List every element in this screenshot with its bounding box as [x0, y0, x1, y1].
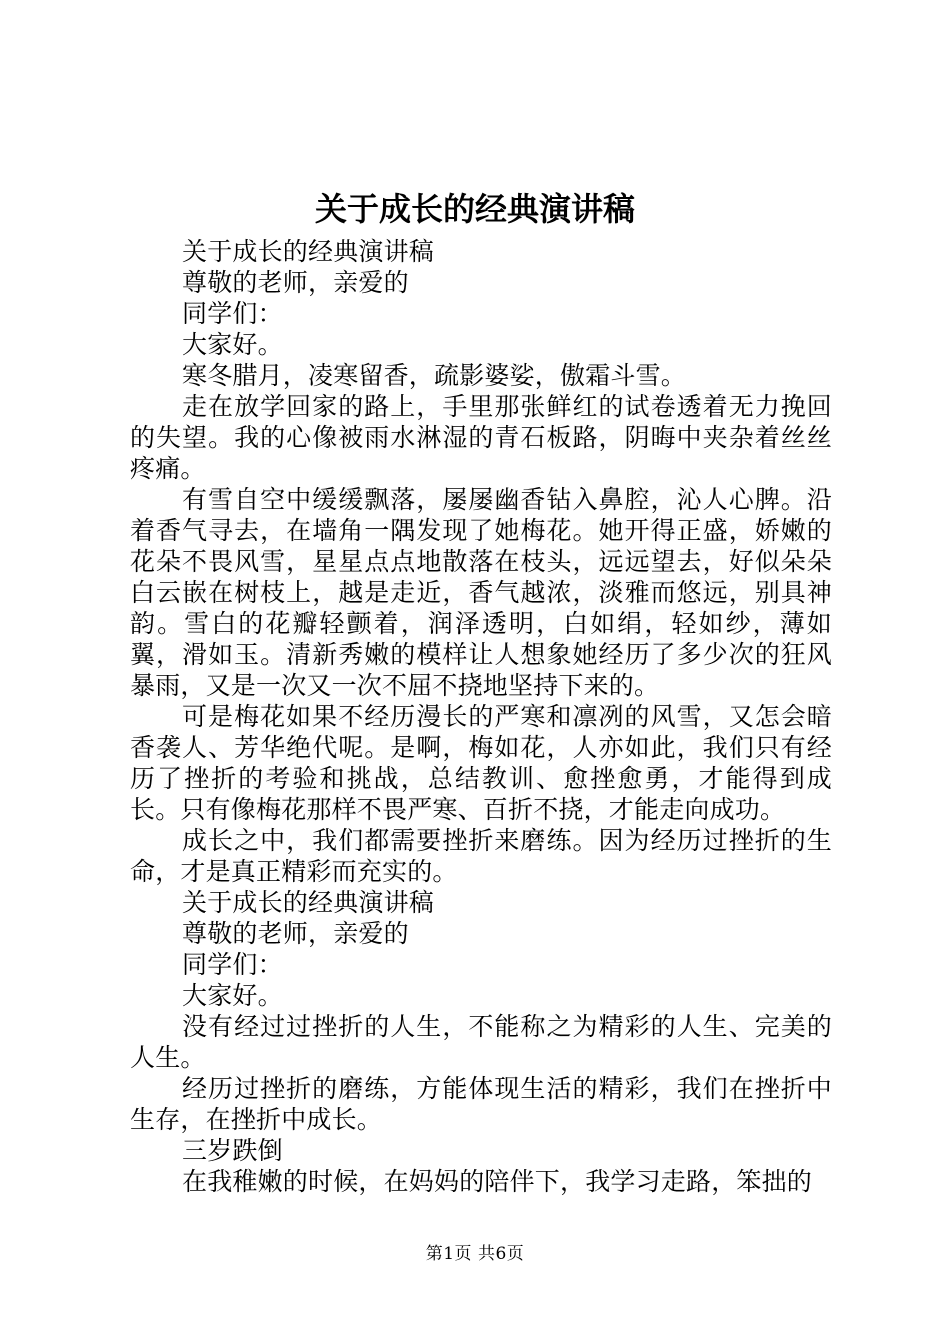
document-title: 关于成长的经典演讲稿	[314, 190, 635, 228]
paragraph: 可是梅花如果不经历漫长的严寒和凛冽的风雪，又怎会暗香袭人、芳华绝代呢。是啊，梅如花，人亦如此，我们只有经历了挫折的考验和挑战，总结教训、愈挫愈勇，才能得到成长。只有像梅花那样不畏严寒、百折不挠，才能走向成功。	[130, 702, 832, 824]
paragraph: 大家好。	[182, 981, 283, 1010]
paragraph: 同学们：	[182, 299, 283, 328]
page-number-footer: 第1页 共6页	[425, 1244, 525, 1264]
paragraph: 成长之中，我们都需要挫折来磨练。因为经历过挫折的生命，才是真正精彩而充实的。	[130, 826, 832, 886]
paragraph: 走在放学回家的路上，手里那张鲜红的试卷透着无力挽回的失望。我的心像被雨水淋湿的青石板路，阴晦中夹杂着丝丝疼痛。	[130, 392, 832, 483]
paragraph: 在我稚嫩的时候，在妈妈的陪伴下，我学习走路，笨拙的	[182, 1167, 813, 1196]
paragraph: 有雪自空中缓缓飘落，屡屡幽香钻入鼻腔，沁人心脾。沿着香气寻去，在墙角一隅发现了她梅花。她开得正盛，娇嫩的花朵不畏风雪，星星点点地散落在枝头，远远望去，好似朵朵白云嵌在树枝上，越是走近，香气越浓，淡雅而悠远，别具神韵。雪白的花瓣轻颤着，润泽透明，白如绢，轻如纱，薄如翼，滑如玉。清新秀嫩的模样让人想象她经历了多少次的狂风暴雨，又是一次又一次不屈不挠地坚持下来的。	[130, 485, 832, 700]
paragraph: 经历过挫折的磨练，方能体现生活的精彩，我们在挫折中生存，在挫折中成长。	[130, 1074, 832, 1134]
paragraph: 同学们：	[182, 950, 283, 979]
paragraph: 关于成长的经典演讲稿	[182, 888, 435, 917]
paragraph: 尊敬的老师，亲爱的	[182, 919, 409, 948]
paragraph: 关于成长的经典演讲稿	[182, 237, 435, 266]
paragraph: 大家好。	[182, 330, 283, 359]
paragraph: 尊敬的老师，亲爱的	[182, 268, 409, 297]
document-body	[130, 236, 832, 1197]
paragraph: 没有经过过挫折的人生，不能称之为精彩的人生、完美的人生。	[130, 1012, 832, 1072]
paragraph: 三岁跌倒	[182, 1136, 283, 1165]
paragraph: 寒冬腊月，凌寒留香，疏影婆娑，傲霜斗雪。	[182, 361, 687, 390]
